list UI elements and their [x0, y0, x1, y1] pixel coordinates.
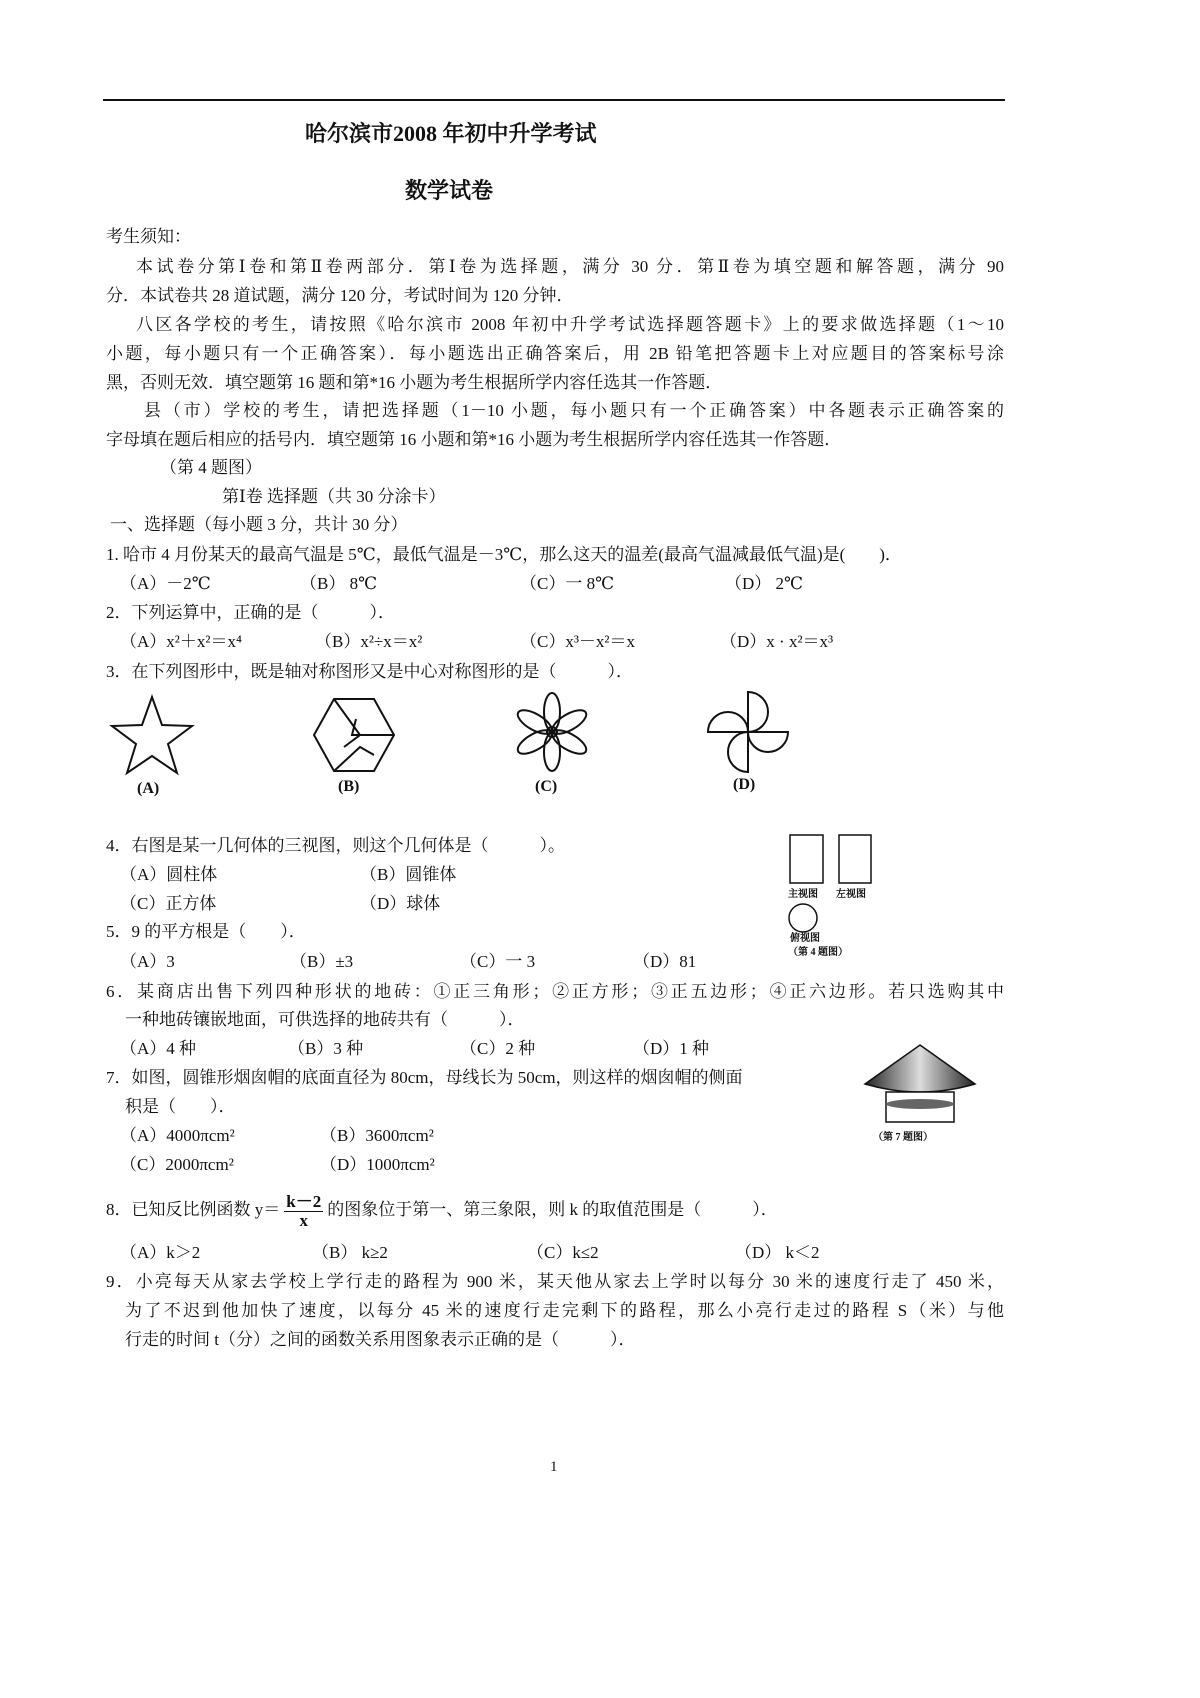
option-c: （C）x³－x²＝x: [520, 632, 636, 651]
flower-figure: [512, 690, 592, 774]
option-b: （B）±3: [290, 952, 354, 971]
option-b: （B）x²÷x＝x²: [315, 632, 423, 651]
notice-heading: 考生须知：: [106, 227, 191, 246]
option-d: （D）x · x²＝x³: [720, 632, 834, 651]
notice-line: 小题，每小题只有一个正确答案）．每小题选出正确答案后，用 2B 铅笔把答题卡上对应题目的答案标号涂: [106, 344, 1004, 363]
question-7-cont: 积是（ ）．: [125, 1097, 236, 1116]
option-d: （D）1000πcm²: [320, 1155, 435, 1174]
option-b: （B）3 种: [288, 1039, 364, 1058]
notice-line: 县（市）学校的考生，请把选择题（1－10 小题，每小题只有一个正确答案）中各题表示正确答案的: [144, 401, 1004, 420]
side-view-label: 左视图: [836, 889, 866, 900]
figure-label-a: (A): [137, 780, 160, 797]
option-d: （D） k＜2: [735, 1243, 820, 1262]
option-a: （A）k＞2: [120, 1243, 201, 1262]
figure-label-b: (B): [338, 778, 360, 795]
notice-line: 八区各学校的考生，请按照《哈尔滨市 2008 年初中升学考试选择题答题卡》上的要求做选择题（1～10: [136, 315, 1004, 334]
option-b: （B） 8℃: [300, 574, 378, 593]
figure-label-c: (C): [535, 778, 558, 795]
option-a: （A）4000πcm²: [120, 1126, 235, 1145]
chimney-cap-figure: [862, 1042, 978, 1124]
option-c: （C）正方体: [120, 894, 217, 913]
section-title: 第Ⅰ卷 选择题（共 30 分涂卡）: [222, 487, 446, 506]
option-a: （A）4 种: [120, 1039, 197, 1058]
question-8: [106, 1190, 778, 1230]
question-3: 3．在下列图形中，既是轴对称图形又是中心对称图形的是（ ）．: [106, 662, 633, 681]
option-a: （A）圆柱体: [120, 865, 218, 884]
figure-label-d: (D): [733, 776, 756, 793]
option-b: （B） k≥2: [312, 1243, 388, 1262]
question-4: 4．右图是某一几何体的三视图，则这个几何体是（ ）。: [106, 836, 565, 855]
option-c: （C）一 3: [460, 952, 536, 971]
star-figure: [110, 695, 194, 775]
fraction-denominator: x: [299, 1210, 308, 1230]
question-9-cont: 行走的时间 t（分）之间的函数关系用图象表示正确的是（ ）．: [125, 1330, 636, 1349]
option-c: （C）一 8℃: [520, 574, 615, 593]
top-view-label: 俯视图: [790, 933, 820, 944]
front-view-label: 主视图: [788, 889, 818, 900]
fig-note: （第 4 题图）: [160, 458, 262, 477]
exam-subtitle: 数学试卷: [405, 178, 494, 203]
option-a: （A）－2℃: [120, 574, 211, 593]
question-8-post: 的图象位于第一、第三象限，则 k 的取值范围是（ ）．: [327, 1200, 778, 1219]
option-b: （B）3600πcm²: [320, 1126, 434, 1145]
question-9-cont: 为了不迟到他加快了速度，以每分 45 米的速度行走完剩下的路程，那么小亮行走过的路程 S（米）与他: [125, 1301, 1004, 1320]
option-c: （C）k≤2: [527, 1243, 599, 1262]
notice-line: 字母填在题后相应的括号内．填空题第 16 小题和第*16 小题为考生根据所学内容任选其一作答题．: [106, 430, 842, 449]
question-2: 2．下列运算中，正确的是（ ）．: [106, 603, 395, 622]
option-d: （D）81: [633, 952, 697, 971]
question-6: 6．某商店出售下列四种形状的地砖：①正三角形；②正方形；③正五边形；④正六边形。若只选购其中: [106, 982, 1004, 1001]
option-c: （C）2000πcm²: [120, 1155, 234, 1174]
question-7: 7．如图，圆锥形烟囱帽的底面直径为 80cm，母线长为 50cm，则这样的烟囱帽的侧面: [106, 1068, 743, 1087]
option-b: （B）圆锥体: [360, 865, 457, 884]
notice-line: 分．本试卷共 28 道试题，满分 120 分，考试时间为 120 分钟．: [106, 286, 574, 305]
triangle-ring-figure: [312, 697, 396, 773]
option-d: （D）1 种: [633, 1039, 710, 1058]
fraction: [284, 1193, 323, 1230]
question-5: 5．9 的平方根是（ ）．: [106, 922, 306, 941]
question-1: 1. 哈市 4 月份某天的最高气温是 5℃，最低气温是－3℃，那么这天的温差(最高气温减最低气温)是( )．: [106, 545, 902, 564]
option-d: （D）球体: [360, 894, 441, 913]
option-c: （C）2 种: [460, 1039, 536, 1058]
notice-line: 黑，否则无效．填空题第 16 题和第*16 小题为考生根据所学内容任选其一作答题．: [106, 373, 723, 392]
option-d: （D） 2℃: [725, 574, 804, 593]
page-number: 1: [550, 1459, 558, 1475]
question-8-pre: 8．已知反比例函数 y＝: [106, 1200, 281, 1219]
notice-line: 本试卷分第Ⅰ卷和第Ⅱ卷两部分．第Ⅰ卷为选择题，满分 30 分．第Ⅱ卷为填空题和解答题，满分 90: [136, 257, 1004, 276]
option-a: （A）x²＋x²＝x⁴: [120, 632, 242, 651]
figure-4-caption: （第 4 题图）: [788, 947, 848, 958]
option-a: （A）3: [120, 952, 175, 971]
question-9: 9．小亮每天从家去学校上学行走的路程为 900 米，某天他从家去上学时以每分 30 米的速度行走了 450 米，: [106, 1272, 1004, 1291]
figure-7-caption: （第 7 题图）: [873, 1132, 933, 1143]
part-title: 一、选择题（每小题 3 分，共计 30 分）: [110, 515, 408, 534]
exam-title: 哈尔滨市2008 年初中升学考试: [305, 121, 597, 146]
question-6-cont: 一种地砖镶嵌地面，可供选择的地砖共有（ ）．: [125, 1010, 525, 1029]
pinwheel-figure: [706, 690, 790, 774]
fraction-numerator: k－2: [286, 1191, 322, 1211]
header-rule: [103, 99, 1005, 101]
